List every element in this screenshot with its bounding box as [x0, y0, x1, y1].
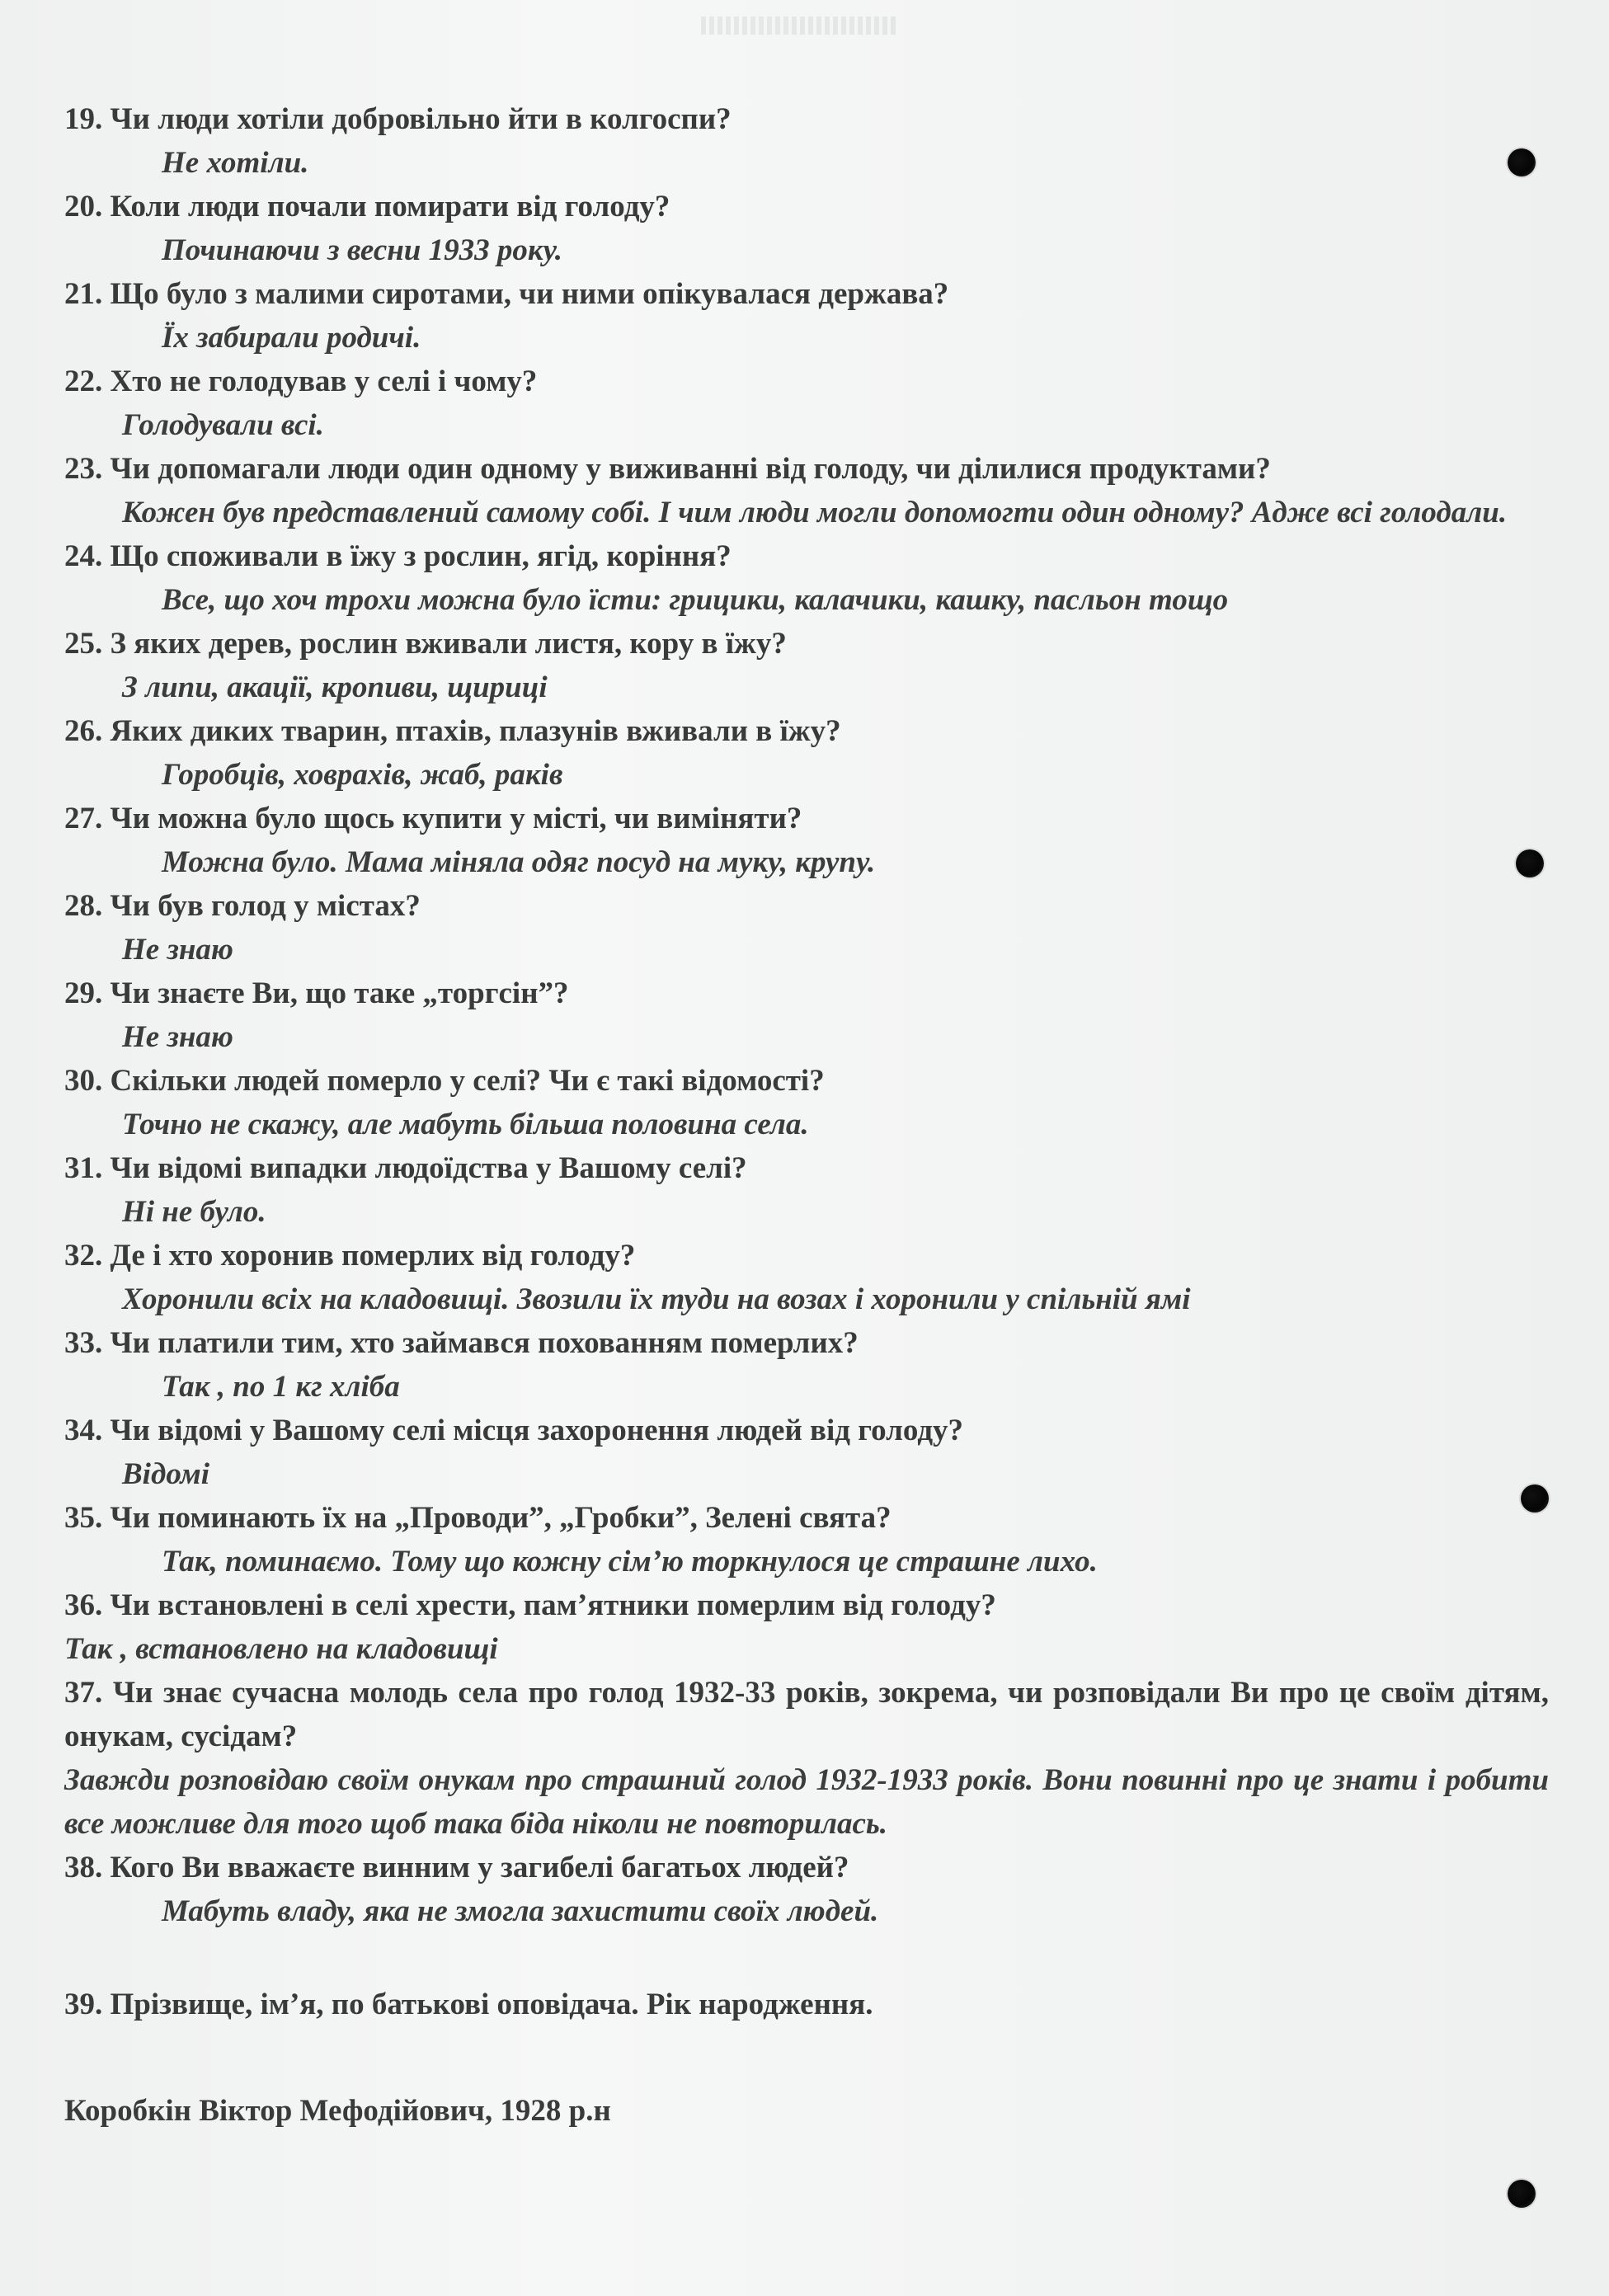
narrator-name: Коробкін Віктор Мефодійович, 1928 р.н [64, 2094, 611, 2128]
answer-23: Кожен був представлений самому собі. І чим люди могли допомогти один одному? Адже всі голодали. [122, 496, 1508, 529]
answer-25: З липи, акації, кропиви, щириці [122, 670, 548, 704]
question-32: 32. Де і хто хоронив померлих від голоду? [64, 1239, 636, 1273]
answer-38: Мабуть владу, яка не змогла захистити своїх людей. [162, 1894, 879, 1928]
question-28: 28. Чи був голод у містах? [64, 889, 421, 923]
question-31: 31. Чи відомі випадки людоїдства у Вашому селі? [64, 1151, 747, 1185]
answer-22: Голодували всі. [122, 408, 324, 442]
question-20: 20. Коли люди почали помирати від голоду? [64, 190, 670, 223]
question-30: 30. Скільки людей померло у селі? Чи є такі відомості? [64, 1064, 825, 1098]
question-29: 29. Чи знаєте Ви, що таке „торгсін”? [64, 976, 569, 1010]
question-38: 38. Кого Ви вважаєте винним у загибелі багатьох людей? [64, 1851, 849, 1884]
answer-36: Так , встановлено на кладовищі [64, 1632, 498, 1666]
answer-32: Хоронили всіх на кладовищі. Звозили їх туди на возах і хоронили у спільній ямі [122, 1282, 1191, 1316]
question-24: 24. Що споживали в їжу з рослин, ягід, коріння? [64, 539, 732, 573]
question-27: 27. Чи можна було щось купити у місті, чи виміняти? [64, 802, 802, 835]
question-39: 39. Прізвище, ім’я, по батькові оповідача. Рік народження. [64, 1988, 873, 2021]
answer-29: Не знаю [122, 1020, 233, 1054]
faint-header-mark [701, 16, 899, 35]
question-25: 25. З яких дерев, рослин вживали листя, кору в їжу? [64, 627, 787, 661]
question-34: 34. Чи відомі у Вашому селі місця захоронення людей від голоду? [64, 1414, 964, 1447]
answer-27: Можна було. Мама міняла одяг посуд на муку, крупу. [162, 845, 876, 879]
answer-24: Все, що хоч трохи можна було їсти: грицики, калачики, кашку, пасльон тощо [162, 583, 1229, 617]
answer-30: Точно не скажу, але мабуть більша половина села. [122, 1108, 809, 1141]
answer-34: Відомі [122, 1457, 210, 1491]
answer-31: Ні не було. [122, 1195, 266, 1229]
question-21: 21. Що було з малими сиротами, чи ними опікувалася держава? [64, 277, 949, 311]
question-26: 26. Яких диких тварин, птахів, плазунів вживали в їжу? [64, 714, 841, 748]
question-35: 35. Чи поминають їх на „Проводи”, „Гробки”, Зелені свята? [64, 1501, 892, 1535]
punch-hole-marker [1508, 2180, 1536, 2208]
section-gap [64, 2026, 1549, 2089]
question-33: 33. Чи платили тим, хто займався похованням померлих? [64, 1326, 859, 1360]
answer-19: Не хотіли. [162, 146, 309, 180]
answer-37: Завжди розповідаю своїм онукам про страшний голод 1932-1933 років. Вони повинні про це знати і робити все можливе для того щоб така біда ніколи не повторилась. [64, 1763, 1549, 1841]
question-36: 36. Чи встановлені в селі хрести, пам’ятники померлим від голоду? [64, 1588, 996, 1622]
question-23: 23. Чи допомагали люди один одному у виживанні від голоду, чи ділилися продуктами? [64, 452, 1271, 486]
answer-20: Починаючи з весни 1933 року. [162, 233, 562, 267]
answer-33: Так , по 1 кг хліба [162, 1370, 400, 1404]
answer-28: Не знаю [122, 933, 233, 967]
question-22: 22. Хто не голодував у селі і чому? [64, 365, 538, 398]
questionnaire-body [64, 97, 1549, 2133]
question-37: 37. Чи знає сучасна молодь села про голод 1932-33 років, зокрема, чи розповідали Ви про це своїм дітям, онукам, сусідам? [64, 1676, 1549, 1753]
answer-35: Так, поминаємо. Тому що кожну сім’ю торкнулося це страшне лихо. [162, 1545, 1098, 1578]
answer-26: Горобців, ховрахів, жаб, раків [162, 758, 563, 792]
answer-21: Їх забирали родичі. [162, 321, 421, 355]
section-gap [64, 1933, 1549, 1983]
question-19: 19. Чи люди хотіли добровільно йти в колгоспи? [64, 102, 732, 136]
